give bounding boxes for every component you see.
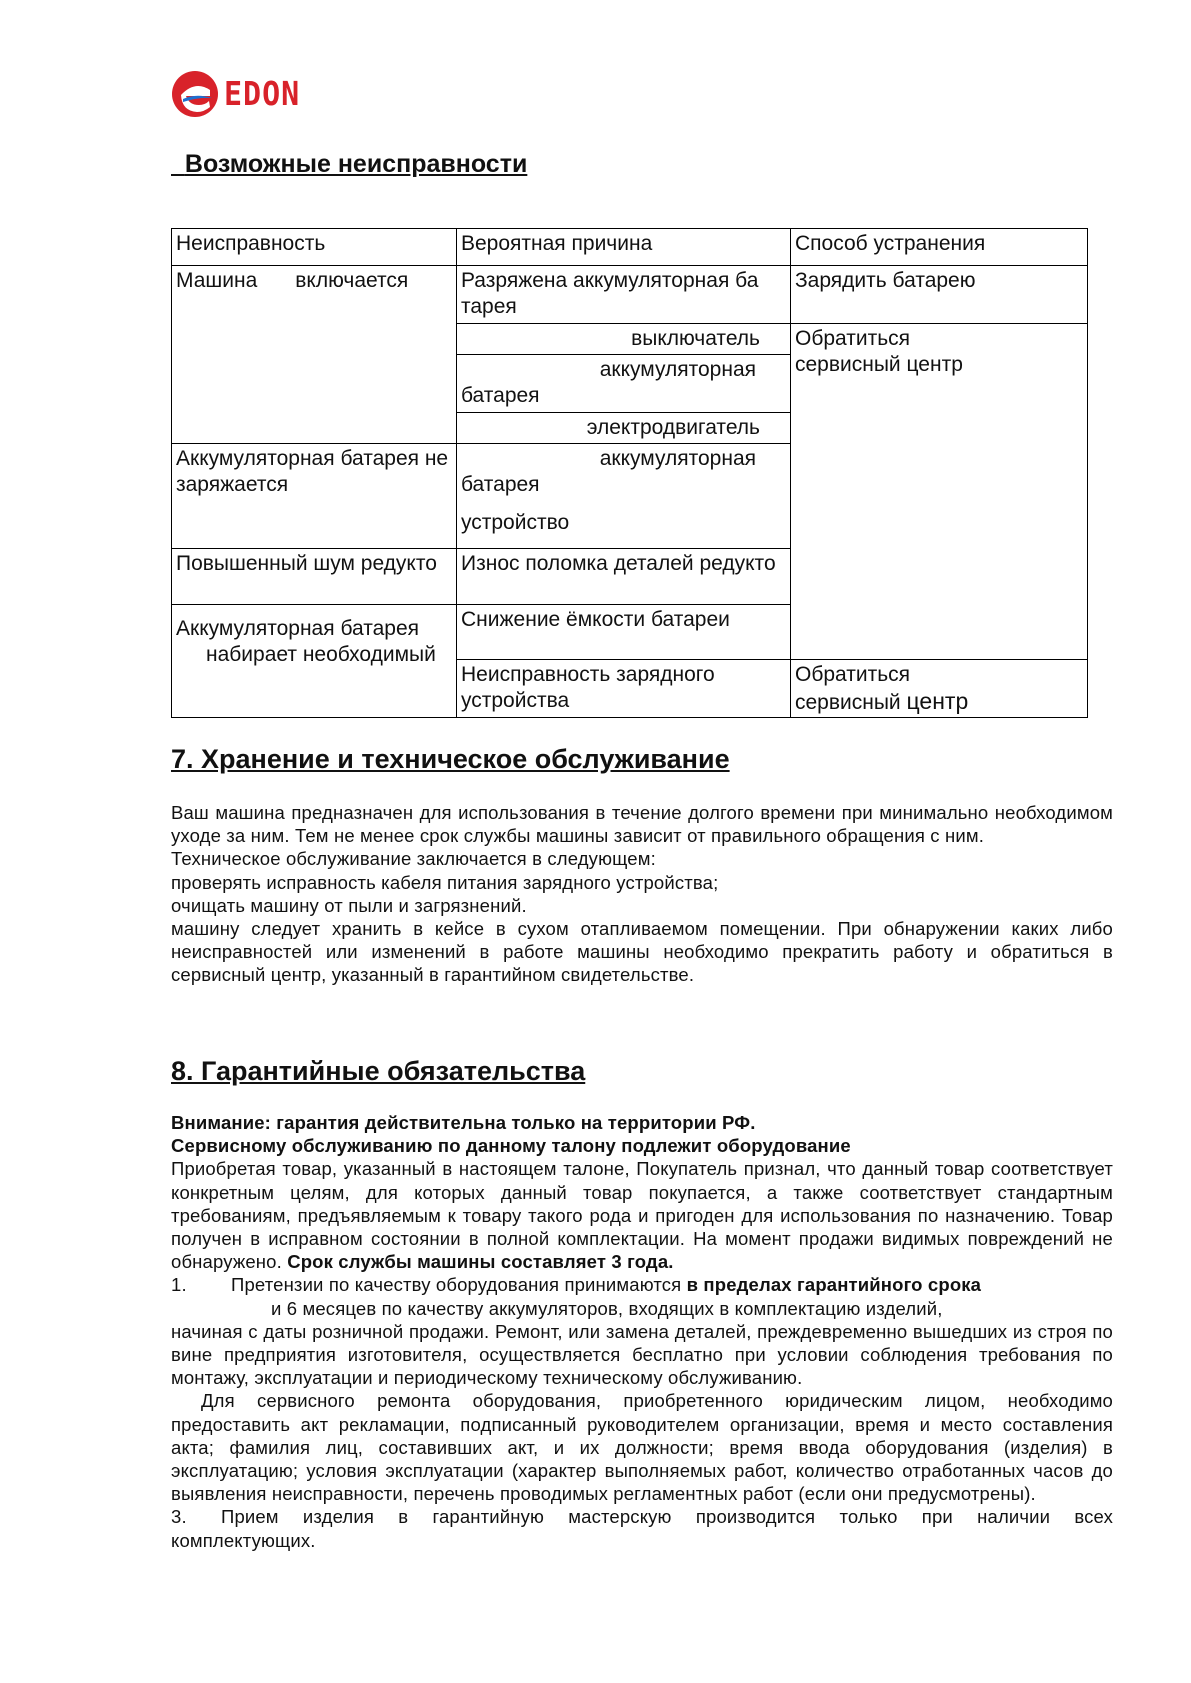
cell-fix-8 <box>791 660 1088 718</box>
cell-text: батарея <box>461 473 540 496</box>
item-number: 3. <box>171 1506 187 1528</box>
cell-text: включается <box>295 269 409 292</box>
faults-title <box>171 150 527 179</box>
storage-line1: Техническое обслуживание заключается в следующем: <box>171 848 656 870</box>
cell-text: центр <box>906 688 969 714</box>
cell-cause-4: электродвигатель <box>457 413 791 444</box>
warranty-bold2: Сервисному обслуживанию по данному талону подлежит оборудование <box>171 1135 851 1157</box>
storage-title: 7. Хранение и техническое обслуживание <box>171 744 730 774</box>
warranty-item1-rest: начиная с даты розничной продажи. Ремонт, или замена деталей, преждевременно вышедших из строя по вине предприятия изготовителя, осуществляется бесплатно при условии соблюдения требования по монтажу, эксплуатации и периодическому техническому обслуживанию. <box>171 1320 1113 1389</box>
cell-text: сервисный <box>795 691 901 714</box>
cell-text: Аккумуляторная батарея <box>176 617 419 640</box>
warranty-para1-text: Приобретая товар, указанный в настоящем талоне, Покупатель признал, что данный товар соответствует конкретным целям, для которых данный товар покупается, а также соответствует стандартным требованиям, предъявляемым к товару такого рода и пригоден для использования по назначению. Товар получен в исправном состоянии в полной комплектации. На момент продажи видимых повреждений не обнаружено. <box>171 1158 1113 1273</box>
cell-fault-7 <box>172 605 457 718</box>
warranty-item3 <box>171 1505 1113 1528</box>
faults-table <box>171 228 1088 718</box>
item1-bold: в пределах гарантийного срока <box>686 1274 982 1296</box>
warranty-item1 <box>171 1273 1113 1296</box>
cell-cause-1: Разряжена аккумуляторная ба тарея <box>457 266 791 324</box>
cell-fault-5: Аккумуляторная батарея не заряжается <box>172 444 457 549</box>
cell-text: сервисный центр <box>795 353 963 376</box>
cell-cause-3 <box>457 355 791 413</box>
cell-text: Машина <box>176 269 258 292</box>
cell-cause-6: Износ поломка деталей редукто <box>457 549 791 605</box>
cell-text: Обратиться <box>795 663 911 686</box>
brand-logo <box>170 66 300 122</box>
storage-line3: очищать машину от пыли и загрязнений. <box>171 894 527 916</box>
cell-fix-2 <box>791 324 1088 660</box>
storage-para2: машину следует хранить в кейсе в сухом отапливаемом помещении. При обнаружении каких либо неисправностей или изменений в работе машины необходимо прекратить работу и обратиться в сервисный центр, указанный в гарантийном свидетельстве. <box>171 918 1113 986</box>
cell-text: аккумуляторная <box>599 358 756 381</box>
warranty-item1-sub: и 6 месяцев по качеству аккумуляторов, входящих в комплектацию изделий, <box>271 1297 943 1319</box>
cell-text: устройство <box>461 511 570 534</box>
storage-para1: Ваш машина предназначен для использования в течение долгого времени при минимально необходимом уходе за ним. Тем не менее срок службы машины зависит от правильного обращения с ним. <box>171 802 1113 847</box>
storage-body <box>171 801 1113 987</box>
warranty-para2: Для сервисного ремонта оборудования, приобретенного юридическим лицом, необходимо предоставить акт рекламации, подписанный руководителем организации, время и место составления акта; фамилия лиц, составивших акт, и их должности; время ввода оборудования (изделия) в эксплуатацию; условия эксплуатации (характер выполняемых работ, количество отработанных часов до выявления неисправности, перечень проводимых регламентных работ (если они предусмотрены). <box>171 1390 1113 1505</box>
warranty-title: 8. Гарантийные обязательства <box>171 1056 586 1086</box>
cell-text: Обратиться <box>795 327 911 350</box>
cell-cause-7: Снижение ёмкости батареи <box>457 605 791 660</box>
edon-logo-icon <box>170 68 220 120</box>
table-row <box>172 266 1088 324</box>
cell-text: набирает необходимый <box>206 643 436 666</box>
cell-cause-5 <box>457 444 791 549</box>
item1-text: Претензии по качеству оборудования принимаются <box>231 1274 682 1296</box>
warranty-para1 <box>171 1157 1113 1273</box>
header-cause: Вероятная причина <box>457 229 791 266</box>
cell-text: аккумуляторная <box>599 447 756 470</box>
table-header-row <box>172 229 1088 266</box>
cell-fault-6: Повышенный шум редукто <box>172 549 457 605</box>
storage-line2: проверять исправность кабеля питания зарядного устройства; <box>171 871 719 893</box>
item3-text: Прием изделия в гарантийную мастерскую производится только при наличии всех <box>221 1506 1113 1528</box>
warranty-bold1: Внимание: гарантия действительна только на территории РФ. <box>171 1112 756 1133</box>
warranty-item3-rest: комплектующих. <box>171 1529 316 1551</box>
service-life-text: Срок службы машины составляет 3 года. <box>287 1251 674 1273</box>
cell-fix-1: Зарядить батарею <box>791 266 1088 324</box>
warranty-body <box>171 1111 1113 1552</box>
cell-cause-8: Неисправность зарядного устройства <box>457 660 791 718</box>
faults-title-text: Возможные неисправности <box>184 150 528 178</box>
header-fix: Способ устранения <box>791 229 1088 266</box>
cell-fault-1 <box>172 266 457 444</box>
item-number: 1. <box>171 1274 187 1296</box>
cell-text: батарея <box>461 384 540 407</box>
header-fault: Неисправность <box>172 229 457 266</box>
brand-name: EDON <box>224 74 301 114</box>
cell-cause-2: выключатель <box>457 324 791 355</box>
